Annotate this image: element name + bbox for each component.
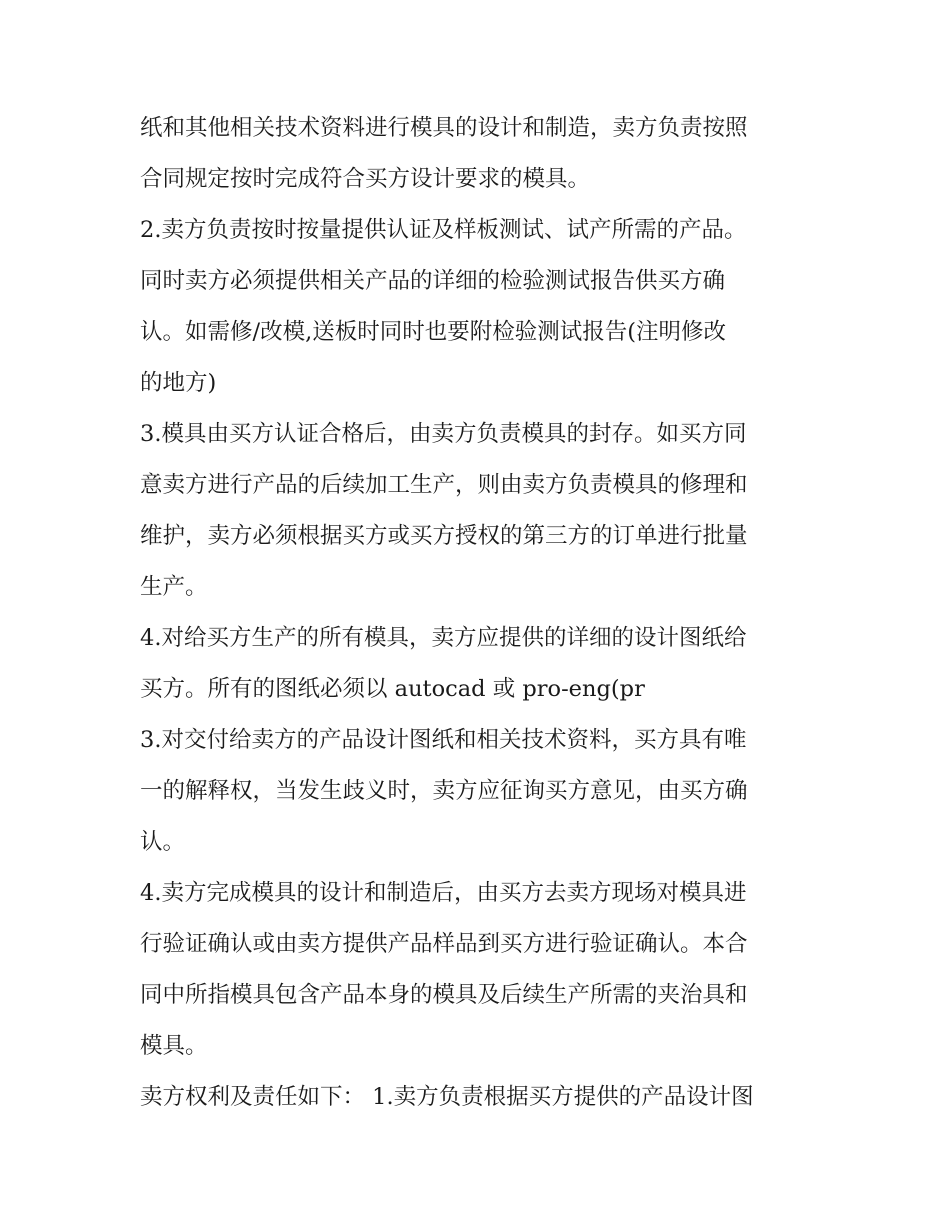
text-line-16: 4.卖方完成模具的设计和制造后，由买方去卖方现场对模具进 bbox=[140, 880, 747, 906]
text-line-1: 纸和其他相关技术资料进行模具的设计和制造，卖方负责按照 bbox=[140, 115, 748, 141]
text-line-14: 一的解释权，当发生歧义时，卖方应征询买方意见，由买方确 bbox=[140, 778, 748, 804]
text-line-12: 买方。所有的图纸必须以 autocad 或 pro-eng(pr bbox=[140, 676, 645, 702]
text-line-18: 同中所指模具包含产品本身的模具及后续生产所需的夹治具和 bbox=[140, 982, 748, 1008]
text-line-13: 3.对交付给卖方的产品设计图纸和相关技术资料，买方具有唯 bbox=[140, 727, 747, 753]
text-line-17: 行验证确认或由卖方提供产品样品到买方进行验证确认。本合 bbox=[140, 931, 748, 957]
text-line-3: 2.卖方负责按时按量提供认证及样板测试、试产所需的产品。 bbox=[140, 217, 747, 243]
text-line-19: 模具。 bbox=[140, 1033, 208, 1059]
text-line-20: 卖方权利及责任如下： 1.卖方负责根据买方提供的产品设计图 bbox=[140, 1084, 754, 1110]
text-line-10: 生产。 bbox=[140, 574, 208, 600]
text-line-11: 4.对给买方生产的所有模具，卖方应提供的详细的设计图纸给 bbox=[140, 625, 747, 651]
text-line-15: 认。 bbox=[140, 829, 186, 855]
text-line-9: 维护，卖方必须根据买方或买方授权的第三方的订单进行批量 bbox=[140, 523, 748, 549]
text-line-6: 的地方) bbox=[140, 370, 217, 396]
document-body bbox=[140, 103, 830, 1123]
text-line-2: 合同规定按时完成符合买方设计要求的模具。 bbox=[140, 166, 591, 192]
text-line-5: 认。如需修/改模,送板时同时也要附检验测试报告(注明修改 bbox=[140, 319, 727, 345]
text-line-4: 同时卖方必须提供相关产品的详细的检验测试报告供买方确 bbox=[140, 268, 726, 294]
text-line-7: 3.模具由买方认证合格后，由卖方负责模具的封存。如买方同 bbox=[140, 421, 747, 447]
text-line-8: 意卖方进行产品的后续加工生产，则由卖方负责模具的修理和 bbox=[140, 472, 748, 498]
